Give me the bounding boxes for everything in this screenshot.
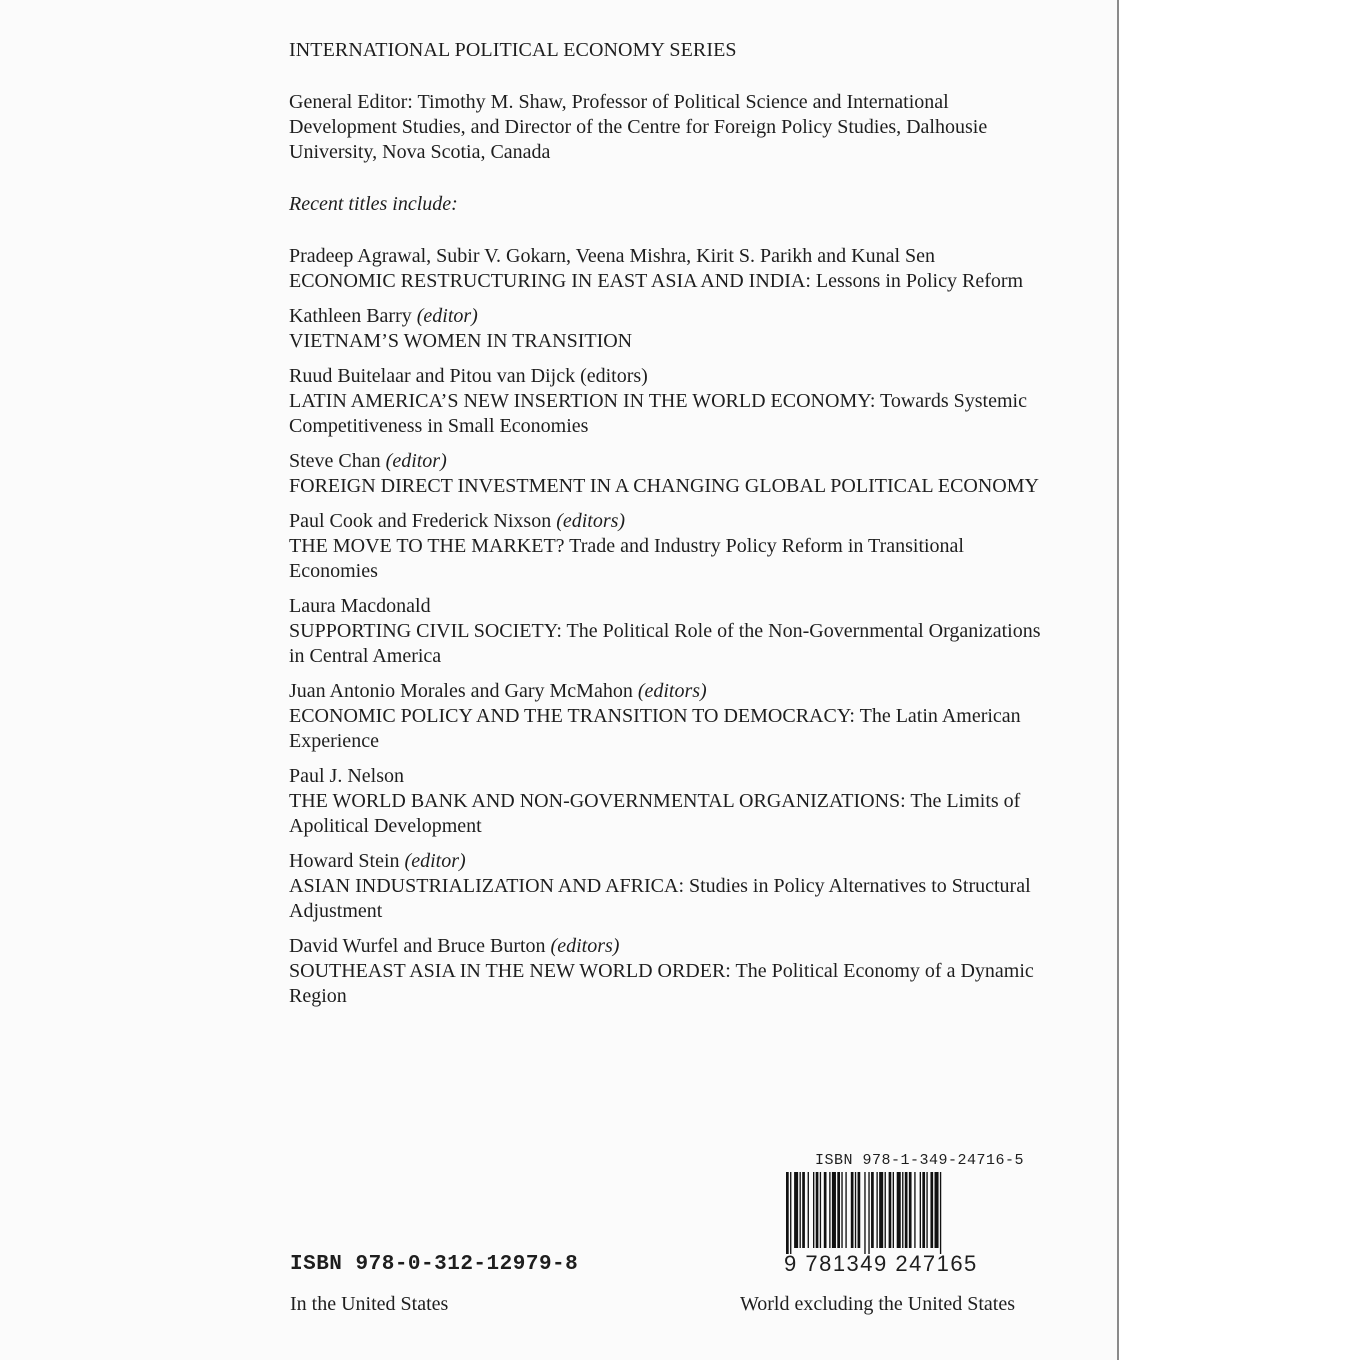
book-author-name: Pradeep Agrawal, Subir V. Gokarn, Veena Mishra, Kirit S. Parikh and Kunal Sen — [289, 245, 936, 267]
book-subtitle: The Limits of Apolitical Development — [289, 790, 1021, 837]
book-entry — [289, 509, 1049, 584]
book-title-main: LATIN AMERICA’S NEW INSERTION IN THE WORLD ECONOMY: — [289, 390, 876, 412]
barcode-bar — [813, 1172, 814, 1248]
book-author-name: Ruud Buitelaar and Pitou van Dijck (editors) — [289, 365, 648, 387]
book-author-role: (editor) — [385, 450, 447, 472]
book-subtitle: Lessons in Policy Reform — [810, 270, 1024, 292]
book-title — [289, 389, 1049, 439]
barcode-block — [784, 1152, 1024, 1276]
book-author-role: (editor) — [404, 850, 466, 872]
label-world-excluding-us: World excluding the United States — [740, 1293, 1015, 1315]
book-author-name: Laura Macdonald — [289, 595, 431, 617]
book-subtitle: Studies in Policy Alternatives to Structural Adjustment — [289, 875, 1031, 922]
label-united-states: In the United States — [290, 1293, 449, 1315]
barcode-bar — [889, 1172, 892, 1248]
book-title-main: ASIAN INDUSTRIALIZATION AND AFRICA: — [289, 875, 684, 897]
barcode-bar — [897, 1172, 901, 1248]
book-author-name: Juan Antonio Morales and Gary McMahon — [289, 680, 638, 702]
book-entry — [289, 449, 1049, 499]
book-author — [289, 509, 1049, 534]
book-author — [289, 449, 1049, 474]
cover-text — [289, 38, 1049, 1019]
book-author-name: Paul J. Nelson — [289, 765, 404, 787]
book-title — [289, 619, 1049, 669]
book-entry — [289, 764, 1049, 839]
barcode-bar — [824, 1172, 827, 1248]
book-subtitle: Towards Systemic Competitiveness in Small Economies — [289, 390, 1027, 437]
book-subtitle: Trade and Industry Policy Reform in Transitional Economies — [289, 535, 964, 582]
barcode-bar — [902, 1172, 903, 1248]
barcode-bar — [858, 1172, 861, 1248]
book-title-main: SUPPORTING CIVIL SOCIETY: — [289, 620, 562, 642]
book-title-main: FOREIGN DIRECT INVESTMENT IN A CHANGING GLOBAL POLITICAL ECONOMY — [289, 475, 1039, 497]
book-author — [289, 594, 1049, 619]
book-title — [289, 534, 1049, 584]
barcode-bar — [832, 1172, 836, 1248]
barcode-bar — [930, 1172, 933, 1248]
book-entry — [289, 679, 1049, 754]
barcode-bar — [876, 1172, 877, 1248]
book-title — [289, 704, 1049, 754]
barcode-bar — [935, 1172, 939, 1248]
book-author-name: Kathleen Barry — [289, 305, 417, 327]
barcode-bar — [845, 1172, 846, 1248]
book-title-main: VIETNAM’S WOMEN IN TRANSITION — [289, 330, 633, 352]
barcode-bar — [879, 1172, 883, 1248]
barcode-bar — [893, 1172, 894, 1248]
book-author — [289, 764, 1049, 789]
book-entry — [289, 364, 1049, 439]
book-author — [289, 934, 1049, 959]
book-entry — [289, 304, 1049, 354]
book-author-name: Steve Chan — [289, 450, 386, 472]
book-title-main: THE MOVE TO THE MARKET? — [289, 535, 565, 557]
barcode-isbn-label: ISBN 978-1-349-24716-5 — [814, 1152, 1024, 1169]
recent-titles-label: Recent titles include: — [289, 193, 458, 215]
barcode-bar — [940, 1172, 941, 1254]
barcode-bar — [816, 1172, 819, 1248]
book-author-role: (editors) — [556, 510, 626, 532]
book-entry — [289, 594, 1049, 669]
barcode-digits: 9 781349 247165 — [784, 1251, 978, 1276]
barcode-bar — [820, 1172, 821, 1248]
barcode-bar — [868, 1172, 869, 1254]
book-title-main: SOUTHEAST ASIA IN THE NEW WORLD ORDER: — [289, 960, 731, 982]
barcode-image — [784, 1172, 989, 1254]
book-author-name: Paul Cook and Frederick Nixson — [289, 510, 557, 532]
book-author — [289, 304, 1049, 329]
barcode-bar — [920, 1172, 921, 1248]
barcode-bar — [864, 1172, 865, 1254]
book-title — [289, 269, 1049, 294]
book-title — [289, 329, 1049, 354]
book-title — [289, 789, 1049, 839]
cover-edge — [1117, 0, 1119, 1360]
book-title-main: ECONOMIC RESTRUCTURING IN EAST ASIA AND INDIA: — [289, 270, 811, 292]
barcode-bar — [800, 1172, 801, 1248]
book-subtitle: The Political Role of the Non-Governmental Organizations in Central America — [289, 620, 1041, 667]
barcode-bar — [909, 1172, 912, 1248]
book-author-name: David Wurfel and Bruce Burton — [289, 935, 551, 957]
book-title — [289, 474, 1049, 499]
book-entry — [289, 849, 1049, 924]
book-subtitle: The Latin American Experience — [289, 705, 1021, 752]
barcode-bar — [871, 1172, 874, 1248]
barcode-bar — [851, 1172, 854, 1248]
barcode-bar — [885, 1172, 886, 1248]
barcode-bar — [841, 1172, 842, 1248]
book-subtitle: The Political Economy of a Dynamic Region — [289, 960, 1034, 1007]
barcode-bar — [905, 1172, 908, 1248]
book-title-main: THE WORLD BANK AND NON-GOVERNMENTAL ORGANIZATIONS: — [289, 790, 906, 812]
book-author — [289, 364, 1049, 389]
series-title: INTERNATIONAL POLITICAL ECONOMY SERIES — [289, 39, 737, 61]
book-author-role: (editors) — [550, 935, 620, 957]
barcode-bar — [829, 1172, 830, 1248]
barcode-bar — [855, 1172, 856, 1248]
book-author — [289, 244, 1049, 269]
barcode-bar — [837, 1172, 840, 1248]
barcode-bar — [926, 1172, 927, 1248]
book-entry — [289, 244, 1049, 294]
barcode-bar — [790, 1172, 791, 1254]
book-author-role: (editor) — [416, 305, 478, 327]
barcode-bar — [922, 1172, 925, 1248]
isbn-us: ISBN 978-0-312-12979-8 — [290, 1253, 579, 1276]
book-entry — [289, 934, 1049, 1009]
book-title-main: ECONOMIC POLICY AND THE TRANSITION TO DEMOCRACY: — [289, 705, 855, 727]
book-title — [289, 874, 1049, 924]
barcode-bar — [914, 1172, 915, 1248]
book-author — [289, 679, 1049, 704]
book-list — [289, 244, 1049, 1009]
barcode-bar — [794, 1172, 798, 1248]
book-title — [289, 959, 1049, 1009]
barcode-bar — [786, 1172, 789, 1254]
book-author-role: (editors) — [637, 680, 707, 702]
barcode-bar — [802, 1172, 805, 1248]
barcode-bar — [808, 1172, 809, 1248]
book-author — [289, 849, 1049, 874]
general-editor: General Editor: Timothy M. Shaw, Professor of Political Science and International Development Studies, and Director of the Centre for Foreign Policy Studies, Dalhousie University, Nova Scotia, Canada — [289, 91, 988, 163]
book-author-name: Howard Stein — [289, 850, 405, 872]
